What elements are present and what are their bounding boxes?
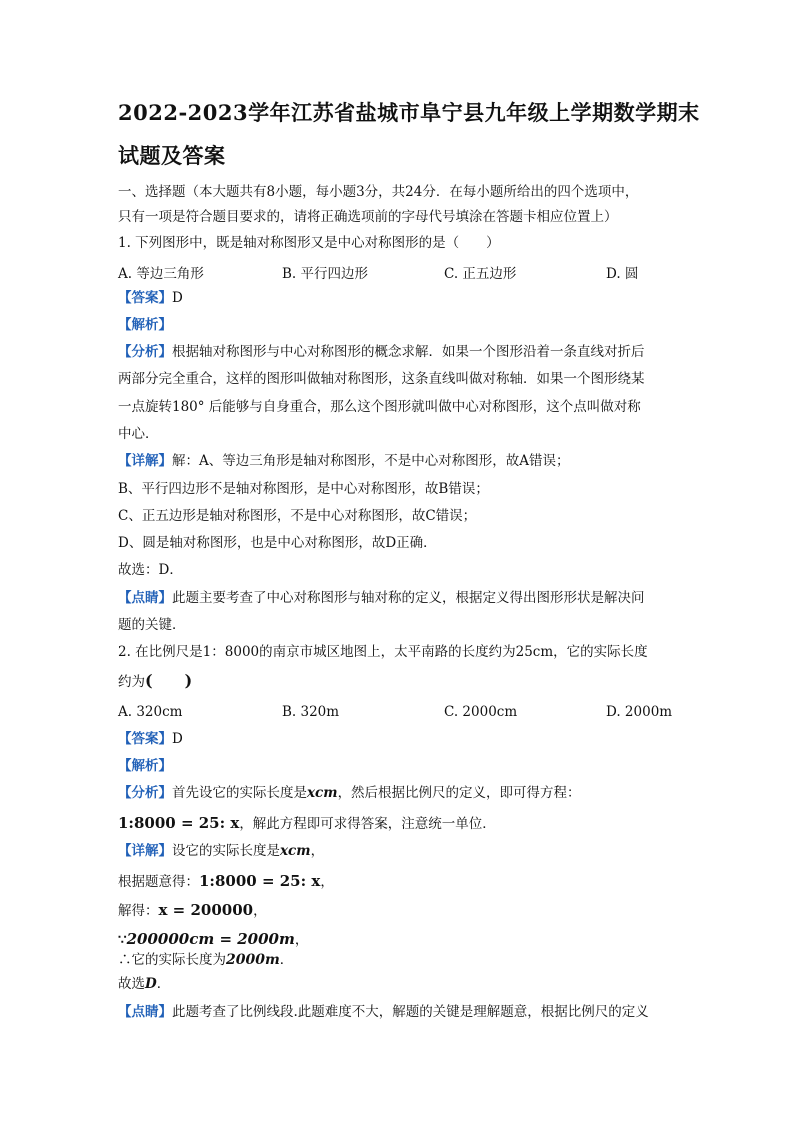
dianjing-tag: 【点睛】 [118,1004,172,1020]
q2-fenxi-line-2 [118,814,496,833]
q2-actual-end: ． [279,952,294,968]
q1-stem: 1. 下列图形中，既是轴对称图形又是中心对称图形的是（ ） [118,235,500,251]
fenxi-tag: 【分析】 [118,344,172,360]
q2-ytdy-end: ， [320,874,334,890]
q1-dianjing-text-1: 此题主要考查了中心对称图形与轴对称的定义，根据定义得出图形形状是解决问 [172,590,645,606]
q2-equation-1-after: ，解此方程即可求得答案，注意统一单位． [239,816,496,832]
q2-ytdy-equation: 1:8000 = 25: x [199,872,321,890]
q1-xiangjie-text-1: 解：A、等边三角形是轴对称图形，不是中心对称图形，故A错误； [172,453,570,469]
q2-because-symbol: ∵ [118,932,127,948]
q2-conversion-end: ， [294,932,309,948]
q1-fenxi-line-2: 两部分完全重合，这样的图形叫做轴对称图形，这条直线叫做对称轴．如果一个图形绕某 [118,371,645,387]
q2-analysis-tag-line [118,757,172,775]
q2-xiangjie-line-1 [118,842,324,860]
q2-fenxi-text-b: ，然后根据比例尺的定义，即可得方程： [337,785,581,801]
q2-answer-line [118,730,183,748]
q1-fenxi-line-3: 一点旋转180° 后能够与自身重合，那么这个图形就叫做中心对称图形，这个点叫做对称 [118,399,641,415]
q2-guxuan-label: 故选 [118,976,145,992]
q2-option-c: C. 2000cm [444,704,518,720]
q2-jiede-equation: x = 200000 [158,901,254,919]
q2-actual-line [118,951,293,969]
dianjing-tag: 【点睛】 [118,590,172,606]
q2-guxuan-value: D [145,976,157,992]
q1-option-d: D. 圆 [606,266,639,282]
q2-option-d: D. 2000m [606,704,673,720]
q2-dianjing-text: 此题考查了比例线段.此题难度不大，解题的关键是理解题意，根据比例尺的定义 [172,1004,649,1020]
q2-ytdy-label: 根据题意得： [118,874,199,890]
analysis-tag: 【解析】 [118,758,172,774]
q1-fenxi-line-4: 中心． [118,426,159,442]
q2-jiede-label: 解得： [118,903,159,919]
q2-fenxi-var: xcm [307,785,338,801]
answer-tag: 【答案】 [118,731,172,747]
q2-ytdy-line [118,872,334,891]
q2-actual-value: 2000m [226,952,280,968]
q1-xiangjie-line-4: D、圆是轴对称图形，也是中心对称图形，故D正确． [118,535,437,551]
document-title-line-2: 试题及答案 [118,143,226,168]
q1-xiangjie-line-2: B、平行四边形不是轴对称图形，是中心对称图形，故B错误； [118,481,489,497]
q2-fenxi-line-1 [118,784,581,802]
q1-dianjing-line-1 [118,589,645,607]
q1-option-b: B. 平行四边形 [282,266,369,282]
document-title-line-1: 2022-2023学年江苏省盐城市阜宁县九年级上学期数学期末 [118,100,700,125]
q2-xiangjie-var: xcm [280,843,311,859]
q2-conversion-line [118,930,308,949]
q2-fenxi-text-a: 首先设它的实际长度是 [172,785,307,801]
q2-option-b: B. 320m [282,704,340,720]
q2-jiede-line [118,901,267,920]
xiangjie-tag: 【详解】 [118,453,172,469]
fenxi-tag: 【分析】 [118,785,172,801]
answer-tag: 【答案】 [118,290,172,306]
q2-paren: ( ) [145,671,193,690]
q2-xiangjie-text-b: ， [310,843,325,859]
q1-xiangjie-line-1 [118,452,570,470]
q2-conversion-equation: 200000cm = 2000m [126,930,295,948]
q2-dianjing-line [118,1003,649,1021]
q2-jiede-end: ， [253,903,267,919]
q1-dianjing-line-2: 题的关键． [118,617,186,633]
q1-xiangjie-line-3: C、正五边形是轴对称图形，不是中心对称图形，故C错误； [118,508,477,524]
q2-option-a: A. 320cm [118,704,183,720]
q1-fenxi-line-1 [118,343,645,361]
q2-stem-line-1: 2. 在比例尺是1：8000的南京市城区地图上，太平南路的长度约为25cm，它的实际长度 [118,644,648,660]
q2-equation-1: 1:8000 = 25: x [118,814,240,832]
q2-stem-line-2 [118,672,192,691]
q2-actual-label: ∴它的实际长度为 [118,952,226,968]
q1-option-a: A. 等边三角形 [118,266,204,282]
q1-fenxi-text-1: 根据轴对称图形与中心对称图形的概念求解．如果一个图形沿着一条直线对折后 [172,344,645,360]
q2-answer: D [172,731,183,747]
q2-guxuan-line [118,975,170,993]
xiangjie-tag: 【详解】 [118,843,172,859]
q2-stem-text-2: 约为 [118,674,145,690]
section-header-line-2: 只有一项是符合题目要求的，请将正确选项前的字母代号填涂在答题卡相应位置上） [118,209,618,225]
q1-option-c: C. 正五边形 [444,266,517,282]
analysis-tag: 【解析】 [118,317,172,333]
q1-answer-line [118,289,183,307]
q1-guxuan-line: 故选：D． [118,562,183,578]
q2-guxuan-end: ． [156,976,171,992]
section-header-line-1: 一、选择题（本大题共有8小题，每小题3分，共24分．在每小题所给出的四个选项中， [118,184,639,200]
q1-analysis-tag-line [118,316,172,334]
q2-xiangjie-text-a: 设它的实际长度是 [172,843,280,859]
q1-answer: D [172,290,183,306]
